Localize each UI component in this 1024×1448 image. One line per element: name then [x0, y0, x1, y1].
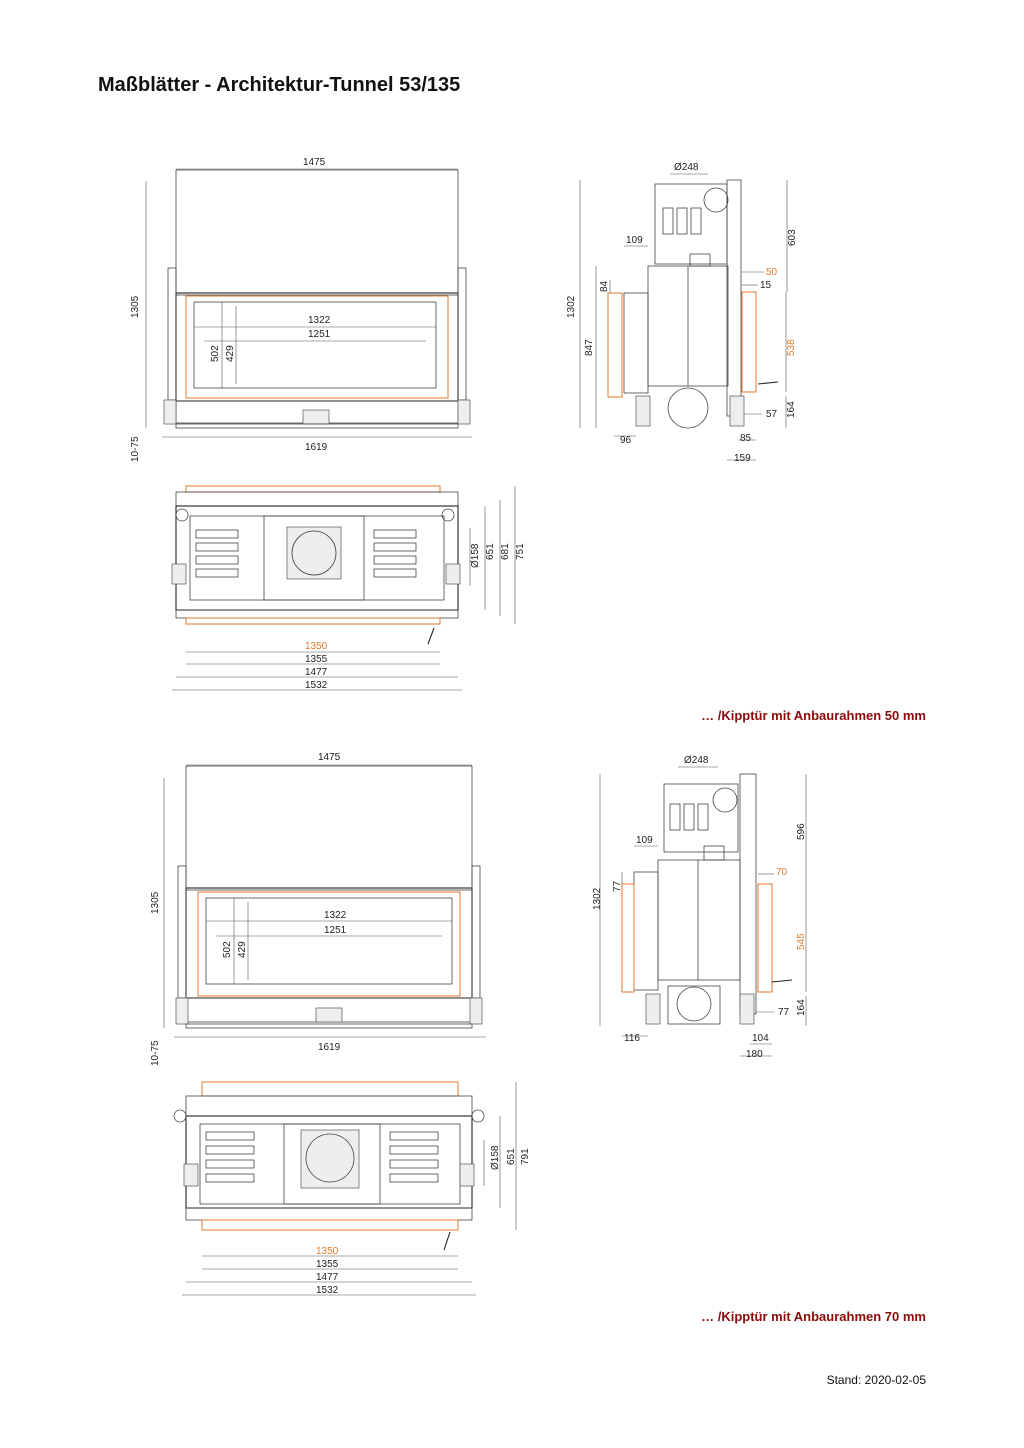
svg-text:1350: 1350: [305, 641, 328, 652]
svg-text:Ø158: Ø158: [490, 1145, 501, 1170]
svg-text:1305: 1305: [130, 295, 141, 318]
revision-date: Stand: 2020-02-05: [826, 1373, 926, 1387]
side-view-1: [566, 162, 798, 464]
svg-text:502: 502: [222, 941, 233, 958]
svg-text:84: 84: [599, 280, 610, 292]
svg-text:109: 109: [626, 235, 643, 246]
side-view-2: [592, 755, 807, 1060]
svg-text:1350: 1350: [316, 1246, 339, 1257]
svg-text:651: 651: [485, 543, 496, 560]
svg-text:1532: 1532: [316, 1285, 339, 1296]
top-view-1: [172, 486, 526, 691]
svg-text:502: 502: [210, 345, 221, 362]
svg-text:847: 847: [584, 339, 595, 356]
svg-text:164: 164: [796, 999, 807, 1016]
svg-text:77: 77: [778, 1007, 790, 1018]
svg-text:538: 538: [786, 339, 797, 356]
svg-text:1302: 1302: [566, 295, 577, 318]
svg-text:1619: 1619: [318, 1042, 341, 1053]
svg-text:109: 109: [636, 835, 653, 846]
top-view-2: [174, 1082, 531, 1296]
svg-text:Ø158: Ø158: [470, 543, 481, 568]
svg-text:15: 15: [760, 280, 772, 291]
svg-text:1355: 1355: [316, 1259, 339, 1270]
svg-text:Ø248: Ø248: [674, 162, 699, 173]
vent-slots-left: [206, 1132, 254, 1182]
svg-text:85: 85: [740, 433, 752, 444]
svg-text:429: 429: [237, 941, 248, 958]
svg-text:1355: 1355: [305, 654, 328, 665]
svg-text:1302: 1302: [592, 887, 603, 910]
variant-caption-50mm: … /Kipptür mit Anbaurahmen 50 mm: [701, 708, 926, 723]
vent-slots-right: [374, 530, 416, 577]
svg-text:57: 57: [766, 409, 778, 420]
front-view-1: [130, 157, 472, 462]
svg-text:1477: 1477: [305, 667, 328, 678]
svg-text:159: 159: [734, 453, 751, 464]
svg-text:104: 104: [752, 1033, 769, 1044]
svg-text:751: 751: [515, 543, 526, 560]
svg-text:10-75: 10-75: [130, 436, 141, 462]
svg-text:164: 164: [786, 401, 797, 418]
svg-text:791: 791: [520, 1148, 531, 1165]
svg-text:1477: 1477: [316, 1272, 339, 1283]
svg-text:545: 545: [796, 933, 807, 950]
svg-text:96: 96: [620, 435, 632, 446]
svg-text:1475: 1475: [318, 752, 341, 763]
svg-text:1322: 1322: [324, 910, 347, 921]
svg-text:1619: 1619: [305, 442, 328, 453]
svg-text:429: 429: [225, 345, 236, 362]
svg-text:1251: 1251: [308, 329, 331, 340]
svg-text:50: 50: [766, 267, 778, 278]
variant-caption-70mm: … /Kipptür mit Anbaurahmen 70 mm: [701, 1309, 926, 1324]
svg-text:1305: 1305: [150, 891, 161, 914]
svg-text:651: 651: [506, 1148, 517, 1165]
svg-text:596: 596: [796, 823, 807, 840]
vent-slots-left: [196, 530, 238, 577]
svg-text:Ø248: Ø248: [684, 755, 709, 766]
vent-slots-right: [390, 1132, 438, 1182]
svg-text:681: 681: [500, 543, 511, 560]
svg-text:1251: 1251: [324, 925, 347, 936]
svg-text:180: 180: [746, 1049, 763, 1060]
svg-text:1322: 1322: [308, 315, 331, 326]
svg-text:10-75: 10-75: [150, 1040, 161, 1066]
svg-text:116: 116: [624, 1033, 640, 1044]
svg-text:70: 70: [776, 867, 788, 878]
page-title: Maßblätter - Architektur-Tunnel 53/135: [98, 74, 461, 96]
front-view-2: [150, 752, 486, 1066]
svg-text:603: 603: [787, 229, 798, 246]
svg-text:1475: 1475: [303, 157, 326, 168]
svg-text:1532: 1532: [305, 680, 328, 691]
svg-text:77: 77: [612, 880, 623, 892]
